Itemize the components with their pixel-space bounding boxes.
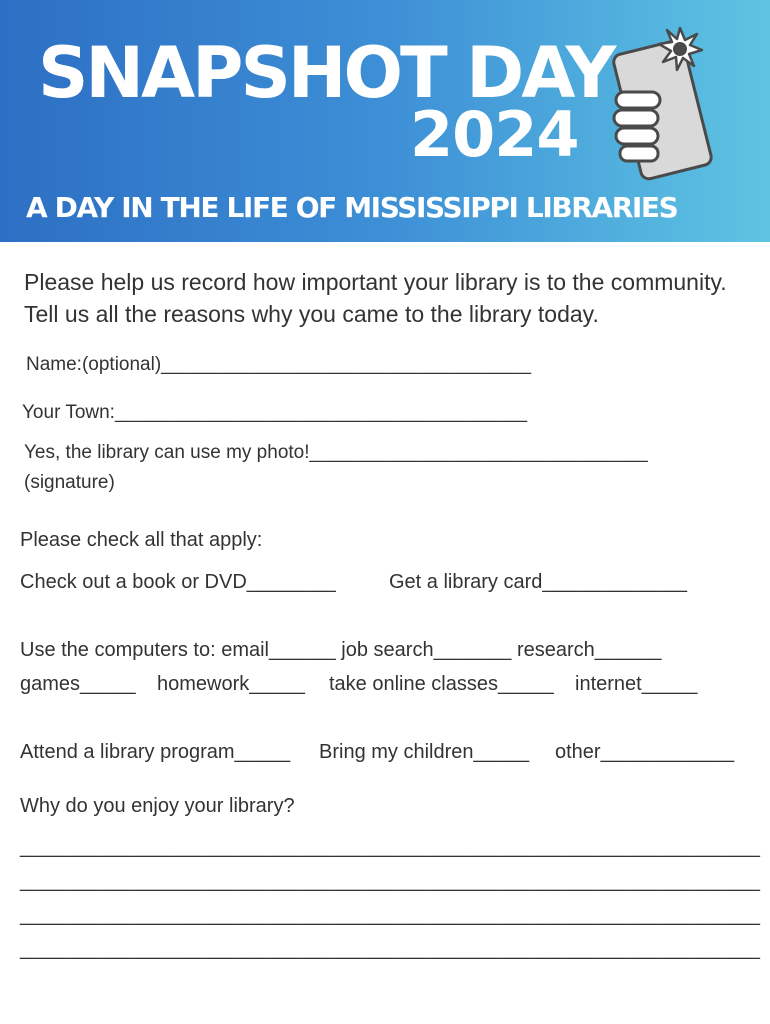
phone-selfie-icon [604,22,734,192]
bring-children-item[interactable]: Bring my children_____ [319,741,530,763]
intro-line-1: Please help us record how important your library is to the community. [24,269,727,295]
answer-line-3[interactable]: ______________________________________________________________________ [20,904,760,926]
library-card-item[interactable]: Get a library card_____________ [389,571,687,593]
name-field[interactable]: Name:(optional)___________________________________ [26,354,532,375]
online-classes-item[interactable]: take online classes_____ [329,673,554,695]
library-program-item[interactable]: Attend a library program_____ [20,741,291,763]
other-item[interactable]: other____________ [555,741,735,763]
computers-item[interactable]: Use the computers to: email______ job search_______ research______ [20,639,662,661]
internet-item[interactable]: internet_____ [575,673,698,695]
checklist-heading: Please check all that apply: [20,529,263,551]
enjoy-question: Why do you enjoy your library? [20,795,295,817]
banner-subtitle: A DAY IN THE LIFE OF MISSISSIPPI LIBRARIES [26,191,678,224]
banner-title: SNAPSHOT DAY [38,32,614,114]
answer-line-2[interactable]: ______________________________________________________________________ [20,870,760,892]
check-out-book-item[interactable]: Check out a book or DVD________ [20,571,336,593]
answer-line-4[interactable]: ______________________________________________________________________ [20,938,760,960]
homework-item[interactable]: homework_____ [157,673,305,695]
photo-consent-field[interactable]: Yes, the library can use my photo!________________________________ [24,442,648,463]
banner-year: 2024 [410,98,579,171]
answer-lines[interactable] [20,830,770,966]
intro-line-2: Tell us all the reasons why you came to the library today. [24,301,599,327]
signature-label: (signature) [24,472,115,493]
games-item[interactable]: games_____ [20,673,136,695]
answer-line-1[interactable]: ______________________________________________________________________ [20,836,760,858]
header-banner [0,0,770,242]
town-field[interactable]: Your Town:_______________________________________ [22,402,528,423]
